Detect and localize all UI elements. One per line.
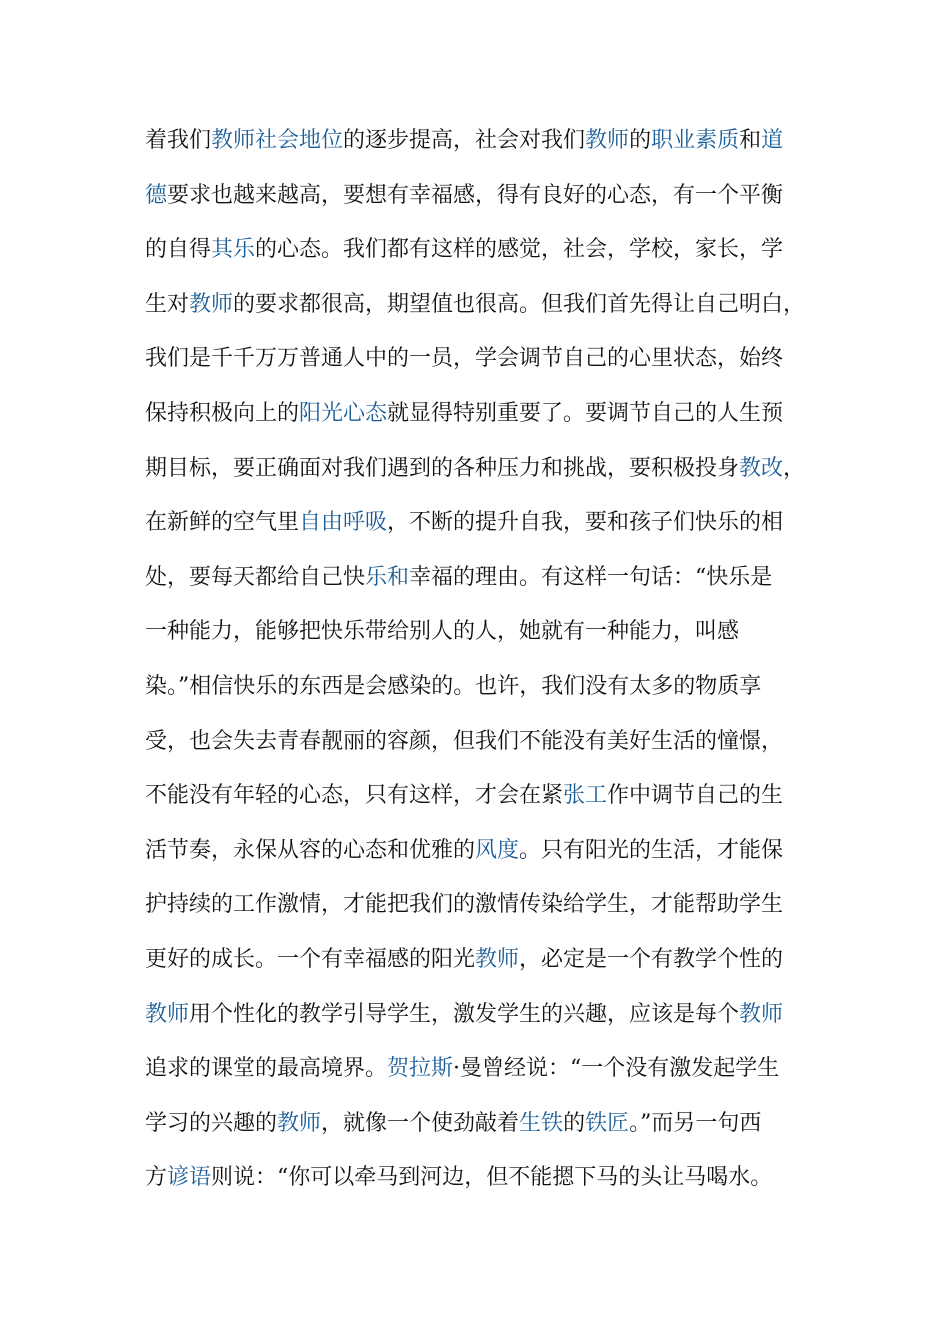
inline-link[interactable]: 其乐 bbox=[211, 237, 256, 263]
text-line bbox=[145, 605, 825, 660]
text-line bbox=[145, 715, 825, 770]
text-segment: 一种能力，能够把快乐带给别人的人，她就有一种能力，叫感 bbox=[145, 619, 740, 645]
inline-link[interactable]: 德 bbox=[145, 182, 168, 208]
text-segment: ，就像一个使劲敲着 bbox=[321, 1110, 520, 1136]
text-segment: 生对 bbox=[145, 291, 190, 317]
text-segment: 护持续的工作激情，才能把我们的激情传染给学生，才能帮助学生 bbox=[145, 892, 784, 918]
text-segment: 的 bbox=[563, 1110, 586, 1136]
text-segment: 则说：“你可以牵马到河边，但不能摁下马的头让马喝水。 bbox=[211, 1165, 773, 1191]
inline-link[interactable]: 阳光心态 bbox=[299, 400, 388, 426]
inline-link[interactable]: 乐和 bbox=[365, 564, 410, 590]
inline-link[interactable]: 道 bbox=[761, 128, 784, 153]
text-line bbox=[145, 933, 825, 988]
text-line bbox=[145, 988, 825, 1043]
inline-link[interactable]: 教师 bbox=[475, 946, 520, 972]
text-segment: 活节奏，永保从容的心态和优雅的 bbox=[145, 837, 476, 863]
text-line bbox=[145, 1097, 825, 1152]
text-segment: ，必定是一个有教学个性的 bbox=[519, 946, 784, 972]
text-segment: 的要求都很高，期望值也很高。但我们首先得让自己明白， bbox=[233, 291, 806, 317]
text-segment: 要求也越来越高，要想有幸福感，得有良好的心态，有一个平衡 bbox=[167, 182, 784, 208]
text-segment: ，不断的提升自我，要和孩子们快乐的相 bbox=[387, 510, 784, 536]
text-line bbox=[145, 278, 825, 333]
text-line bbox=[145, 660, 825, 715]
inline-link[interactable]: 教改 bbox=[739, 455, 784, 481]
text-segment: 用个性化的教学引导学生，激发学生的兴趣，应该是每个 bbox=[189, 1001, 740, 1027]
text-segment: 保持积极向上的 bbox=[145, 400, 300, 426]
text-segment: 方 bbox=[145, 1165, 168, 1191]
text-segment: 学习的兴趣的 bbox=[145, 1110, 278, 1136]
text-segment: 的逐步提高，社会对我们 bbox=[343, 128, 586, 153]
inline-link[interactable]: 教师 bbox=[739, 1001, 784, 1027]
text-segment: 就显得特别重要了。要调节自己的人生预 bbox=[387, 400, 784, 426]
text-segment: 更好的成长。一个有幸福感的阳光 bbox=[145, 946, 476, 972]
inline-link[interactable]: 谚语 bbox=[167, 1165, 212, 1191]
inline-link[interactable]: 贺拉斯 bbox=[387, 1056, 454, 1082]
inline-link[interactable]: 教师 bbox=[189, 291, 234, 317]
text-line bbox=[145, 769, 825, 824]
text-line bbox=[145, 114, 825, 169]
text-segment: 的自得 bbox=[145, 237, 212, 263]
inline-link[interactable]: 风度 bbox=[475, 837, 520, 863]
text-segment: 。”而另一句西 bbox=[629, 1110, 762, 1136]
inline-link[interactable]: 生铁 bbox=[519, 1110, 564, 1136]
text-segment: 处，要每天都给自己快 bbox=[145, 564, 366, 590]
text-line bbox=[145, 442, 825, 497]
inline-link[interactable]: 铁匠 bbox=[585, 1110, 630, 1136]
text-segment: 在新鲜的空气里 bbox=[145, 510, 300, 536]
inline-link[interactable]: 教师 bbox=[585, 128, 630, 153]
text-line bbox=[145, 496, 825, 551]
text-segment: ， bbox=[783, 455, 806, 481]
text-segment: 追求的课堂的最高境界。 bbox=[145, 1056, 388, 1082]
text-line bbox=[145, 169, 825, 224]
inline-link[interactable]: 自由呼吸 bbox=[299, 510, 388, 536]
text-segment: 受，也会失去青春靓丽的容颜，但我们不能没有美好生活的憧憬， bbox=[145, 728, 784, 754]
text-segment: 染。”相信快乐的东西是会感染的。也许，我们没有太多的物质享 bbox=[145, 673, 762, 699]
text-line bbox=[145, 1151, 825, 1206]
text-segment: 着我们 bbox=[145, 128, 212, 153]
text-line bbox=[145, 223, 825, 278]
text-segment: 作中调节自己的生 bbox=[607, 783, 784, 809]
inline-link[interactable]: 张工 bbox=[563, 783, 608, 809]
text-segment: 和 bbox=[739, 128, 762, 153]
text-line bbox=[145, 1042, 825, 1097]
text-segment: 的心态。我们都有这样的感觉，社会，学校，家长，学 bbox=[255, 237, 784, 263]
inline-link[interactable]: 教师 bbox=[145, 1001, 190, 1027]
text-line bbox=[145, 824, 825, 879]
text-segment: 的 bbox=[629, 128, 652, 153]
text-line bbox=[145, 387, 825, 442]
text-line bbox=[145, 332, 825, 387]
text-segment: ·曼曾经说：“一个没有激发起学生 bbox=[453, 1056, 780, 1082]
article-body bbox=[145, 114, 825, 1206]
text-segment: 。只有阳光的生活，才能保 bbox=[519, 837, 784, 863]
inline-link[interactable]: 教师社会地位 bbox=[211, 128, 344, 153]
text-line bbox=[145, 551, 825, 606]
inline-link[interactable]: 教师 bbox=[277, 1110, 322, 1136]
text-segment: 幸福的理由。有这样一句话：“快乐是 bbox=[409, 564, 773, 590]
text-segment: 不能没有年轻的心态，只有这样，才会在紧 bbox=[145, 783, 564, 809]
text-line bbox=[145, 878, 825, 933]
text-segment: 期目标，要正确面对我们遇到的各种压力和挑战，要积极投身 bbox=[145, 455, 740, 481]
inline-link[interactable]: 职业素质 bbox=[651, 128, 740, 153]
text-segment: 我们是千千万万普通人中的一员，学会调节自己的心里状态，始终 bbox=[145, 346, 784, 372]
